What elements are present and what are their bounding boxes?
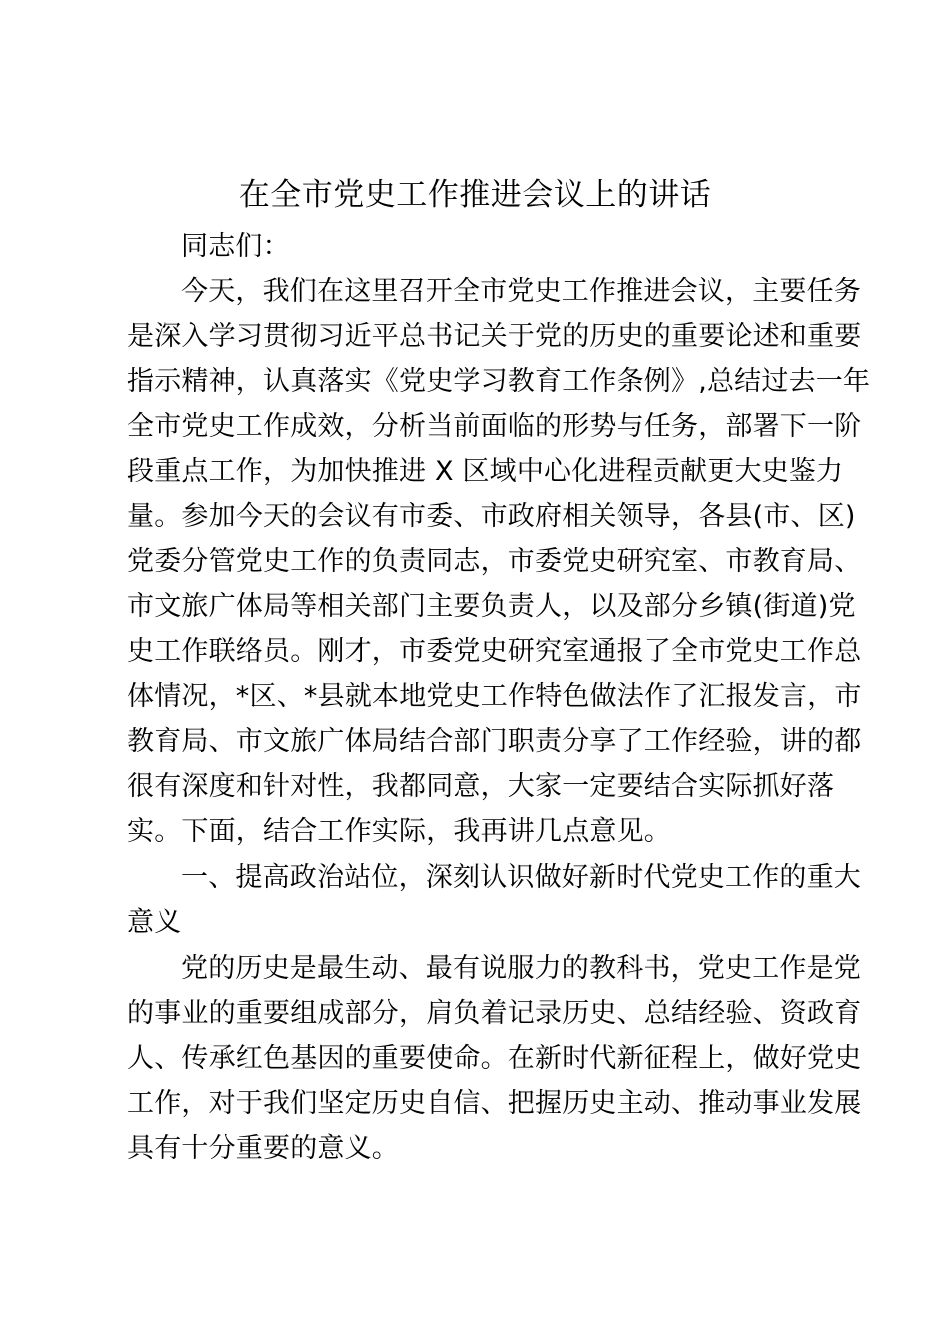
paragraph-2-line: 人、传承红色基因的重要使命。在新时代新征程上，做好党史 [127, 1043, 862, 1074]
paragraph-1-line: 史工作联络员。刚才，市委党史研究室通报了全市党史工作总 [127, 636, 862, 667]
paragraph-1-line: 全市党史工作成效，分析当前面临的形势与任务，部署下一阶 [127, 411, 862, 442]
paragraph-1-line: 党委分管党史工作的负责同志，市委党史研究室、市教育局、 [127, 546, 862, 577]
paragraph-1-line: 指示精神，认真落实《党史学习教育工作条例》,总结过去一年 [127, 366, 871, 397]
section-heading-line: 一、提高政治站位，深刻认识做好新时代党史工作的重大 [181, 862, 861, 893]
section-heading-line: 意义 [127, 907, 182, 938]
paragraph-2-line: 党的历史是最生动、最有说服力的教科书，党史工作是党 [181, 953, 861, 984]
paragraph-1-line: 今天，我们在这里召开全市党史工作推进会议，主要任务 [181, 276, 861, 307]
paragraph-1-line: 教育局、市文旅广体局结合部门职责分享了工作经验，讲的都 [127, 726, 862, 757]
paragraph-2-line: 具有十分重要的意义。 [127, 1133, 399, 1164]
paragraph-1-line: 是深入学习贯彻习近平总书记关于党的历史的重要论述和重要 [127, 321, 862, 352]
salutation: 同志们： [181, 231, 290, 262]
paragraph-1-line: 市文旅广体局等相关部门主要负责人，以及部分乡镇(街道)党 [127, 591, 856, 622]
paragraph-2-line: 工作，对于我们坚定历史自信、把握历史主动、推动事业发展 [127, 1088, 862, 1119]
document-title: 在全市党史工作推进会议上的讲话 [238, 177, 712, 213]
paragraph-2-line: 的事业的重要组成部分，肩负着记录历史、总结经验、资政育 [127, 998, 862, 1029]
paragraph-1-line: 很有深度和针对性，我都同意，大家一定要结合实际抓好落 [127, 771, 835, 802]
paragraph-1-line: 体情况，*区、*县就本地党史工作特色做法作了汇报发言，市 [127, 681, 862, 712]
paragraph-1-line: 实。下面，结合工作实际，我再讲几点意见。 [127, 816, 671, 847]
paragraph-1-line: 段重点工作，为加快推进 X 区域中心化进程贡献更大史鉴力 [127, 456, 844, 487]
document-body [127, 224, 871, 1171]
paragraph-1-line: 量。参加今天的会议有市委、市政府相关领导，各县(市、区) [127, 501, 856, 532]
